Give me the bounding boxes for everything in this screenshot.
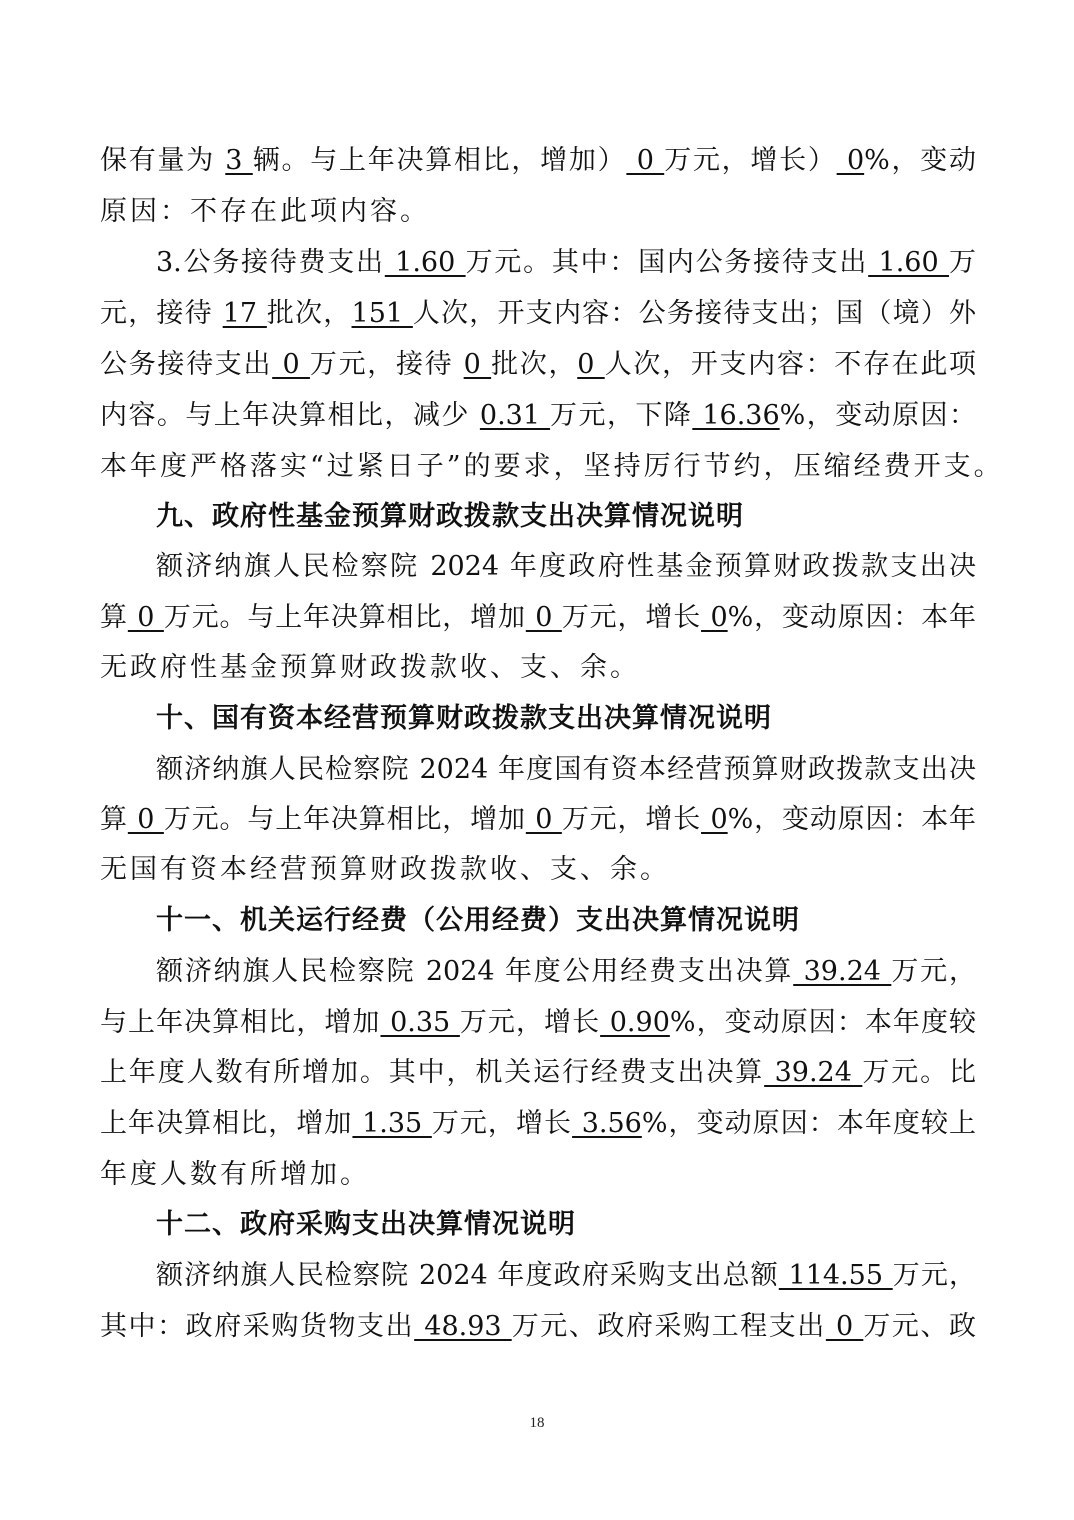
line-1	[100, 143, 976, 179]
text-run: 额济纳旗人民检察院 2024 年度政府性基金预算财政拨款支出决	[156, 551, 976, 582]
line-14	[100, 802, 976, 838]
text-run: 万元、政	[863, 1311, 977, 1342]
underlined-value: 1.35	[352, 1108, 432, 1139]
underlined-value: 0	[577, 349, 605, 380]
text-run: 万元，增长）	[664, 145, 837, 176]
line-24	[100, 1309, 976, 1345]
text-run: 额济纳旗人民检察院 2024 年度国有资本经营预算财政拨款支出决	[156, 754, 976, 785]
section-heading-12	[156, 1207, 976, 1243]
text-run: %，变动原因：本年度较上	[641, 1108, 977, 1139]
underlined-value: 39.24	[793, 956, 892, 987]
underlined-value: 0	[626, 145, 665, 176]
text-run: 本年度严格落实“过紧日子”的要求，坚持厉行节约，压缩经费开支。	[100, 451, 1004, 482]
underlined-value: 114.55	[778, 1260, 893, 1291]
text-run: %，变动原因：本年	[727, 602, 977, 633]
underlined-value: 0	[836, 145, 865, 176]
underlined-value: 3	[225, 145, 253, 176]
line-7	[100, 449, 1004, 485]
underlined-value: 0	[127, 804, 164, 835]
text-run: 无政府性基金预算财政拨款收、支、余。	[100, 652, 640, 683]
text-run: 万元。比	[862, 1057, 977, 1088]
line-4	[100, 296, 976, 332]
text-run: 九、政府性基金预算财政拨款支出决算情况说明	[156, 501, 744, 532]
underlined-value: 0.90	[600, 1007, 670, 1038]
text-run: 原因：不存在此项内容。	[100, 196, 430, 227]
line-11	[100, 650, 976, 686]
underlined-value: 0	[525, 804, 562, 835]
text-run: 万	[948, 247, 976, 278]
text-run: 算	[100, 602, 128, 633]
text-run: 人次，开支内容：公务接待支出；国（境）外	[412, 298, 977, 329]
underlined-value: 0	[701, 602, 728, 633]
text-run: 3.公务接待费支出	[156, 247, 385, 278]
underlined-value: 151	[351, 298, 413, 329]
text-run: 万元。与上年决算相比，增加	[163, 602, 526, 633]
text-run: 内容。与上年决算相比，减少	[100, 400, 480, 431]
line-13	[156, 752, 976, 788]
text-run: 额济纳旗人民检察院 2024 年度公用经费支出决算	[156, 956, 794, 987]
line-3	[156, 245, 976, 281]
underlined-value: 1.60	[868, 247, 949, 278]
text-run: 十、国有资本经营预算财政拨款支出决算情况说明	[156, 703, 772, 734]
line-9	[156, 549, 976, 585]
underlined-value: 39.24	[764, 1057, 863, 1088]
text-run: 万元，增长	[459, 1007, 601, 1038]
underlined-value: 0.31	[479, 400, 551, 431]
text-run: 其中：政府采购货物支出	[100, 1311, 415, 1342]
text-run: 批次，	[266, 298, 352, 329]
line-2	[100, 194, 976, 230]
underlined-value: 0	[825, 1311, 864, 1342]
underlined-value: 3.56	[572, 1108, 642, 1139]
text-run: 上年决算相比，增加	[100, 1108, 353, 1139]
section-heading-9	[156, 499, 976, 535]
text-run: 万元、政府采购工程支出	[511, 1311, 826, 1342]
text-run: 十一、机关运行经费（公用经费）支出决算情况说明	[156, 905, 800, 936]
underlined-value: 0	[272, 349, 310, 380]
text-run: 算	[100, 804, 128, 835]
underlined-value: 17	[222, 298, 267, 329]
text-run: %，变动	[864, 145, 977, 176]
underlined-value: 0	[525, 602, 562, 633]
underlined-value: 0.35	[380, 1007, 460, 1038]
section-heading-10	[156, 701, 976, 737]
text-run: 万元，增长	[561, 804, 702, 835]
underlined-value: 16.36	[692, 400, 780, 431]
text-run: 万元，	[892, 1260, 976, 1291]
page-number: 18	[529, 1415, 545, 1431]
line-6	[100, 398, 976, 434]
text-run: 与上年决算相比，增加	[100, 1007, 381, 1038]
line-21	[100, 1157, 976, 1193]
text-run: 年度人数有所增加。	[100, 1159, 370, 1190]
line-17	[156, 954, 976, 990]
text-run: 万元，	[891, 956, 976, 987]
line-23	[156, 1258, 976, 1294]
underlined-value: 0	[127, 602, 164, 633]
text-run: 辆。与上年决算相比，增加）	[252, 145, 627, 176]
text-run: 批次，	[491, 349, 578, 380]
underlined-value: 48.93	[414, 1311, 512, 1342]
line-18	[100, 1005, 976, 1041]
underlined-value: 1.60	[384, 247, 466, 278]
text-run: 万元，增长	[431, 1108, 573, 1139]
text-run: 上年度人数有所增加。其中，机关运行经费支出决算	[100, 1057, 765, 1088]
text-run: %，变动原因：	[779, 400, 977, 431]
text-run: 万元。其中：国内公务接待支出	[465, 247, 869, 278]
line-15	[100, 852, 976, 888]
line-19	[100, 1055, 976, 1091]
text-run: 保有量为	[100, 145, 226, 176]
text-run: 万元，接待	[309, 349, 464, 380]
text-run: %，变动原因：本年度较	[669, 1007, 977, 1038]
line-10	[100, 600, 976, 636]
underlined-value: 0	[701, 804, 728, 835]
line-5	[100, 347, 976, 383]
text-run: 十二、政府采购支出决算情况说明	[156, 1209, 576, 1240]
text-run: 公务接待支出	[100, 349, 273, 380]
section-heading-11	[156, 903, 976, 939]
text-run: 万元，增长	[561, 602, 702, 633]
text-run: 万元。与上年决算相比，增加	[163, 804, 526, 835]
text-run: 人次，开支内容：不存在此项	[604, 349, 977, 380]
text-run: 无国有资本经营预算财政拨款收、支、余。	[100, 854, 670, 885]
text-run: %，变动原因：本年	[727, 804, 977, 835]
underlined-value: 0	[463, 349, 492, 380]
text-run: 万元，下降	[550, 400, 693, 431]
line-20	[100, 1106, 976, 1142]
text-run: 元，接待	[100, 298, 223, 329]
text-run: 额济纳旗人民检察院 2024 年度政府采购支出总额	[156, 1260, 779, 1291]
